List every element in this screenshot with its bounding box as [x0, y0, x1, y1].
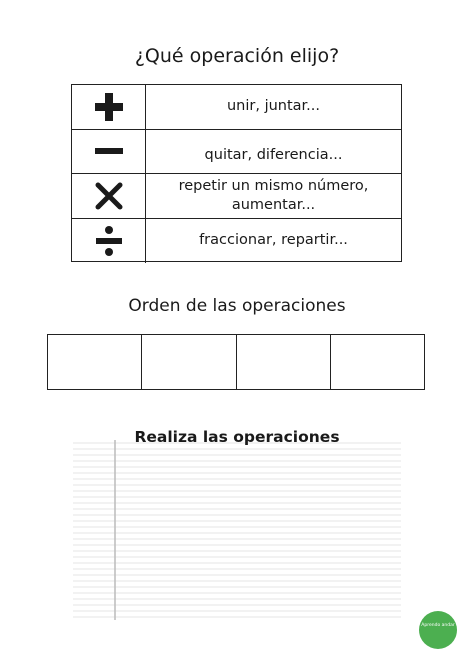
- minus-icon: [72, 130, 146, 174]
- operation-text: fraccionar, repartir...: [199, 232, 348, 249]
- operation-row-minus: [72, 130, 401, 175]
- operation-text: repetir un mismo número, aumentar...: [178, 177, 369, 213]
- order-box[interactable]: [237, 335, 331, 389]
- order-box[interactable]: [331, 335, 424, 389]
- divide-icon: [72, 219, 146, 264]
- operation-text: quitar, diferencia...: [204, 146, 343, 163]
- order-title: Orden de las operaciones: [128, 296, 346, 316]
- order-box[interactable]: [142, 335, 236, 389]
- ruled-lines: [73, 443, 401, 617]
- page-title: ¿Qué operación elijo?: [134, 45, 340, 67]
- multiply-icon: [72, 174, 146, 218]
- plus-icon: [72, 85, 146, 129]
- order-boxes: [47, 334, 425, 390]
- operation-row-divide: [72, 219, 401, 264]
- operations-table: [71, 84, 402, 262]
- operation-text: unir, juntar...: [226, 98, 321, 115]
- order-box[interactable]: [48, 335, 142, 389]
- operation-row-plus: [72, 85, 401, 130]
- operation-row-multiply: [72, 174, 401, 219]
- practice-title: Realiza las operaciones: [134, 428, 340, 446]
- logo: [419, 611, 457, 649]
- logo-text: Aprendo andar: [421, 623, 455, 628]
- lined-writing-area[interactable]: [73, 440, 401, 620]
